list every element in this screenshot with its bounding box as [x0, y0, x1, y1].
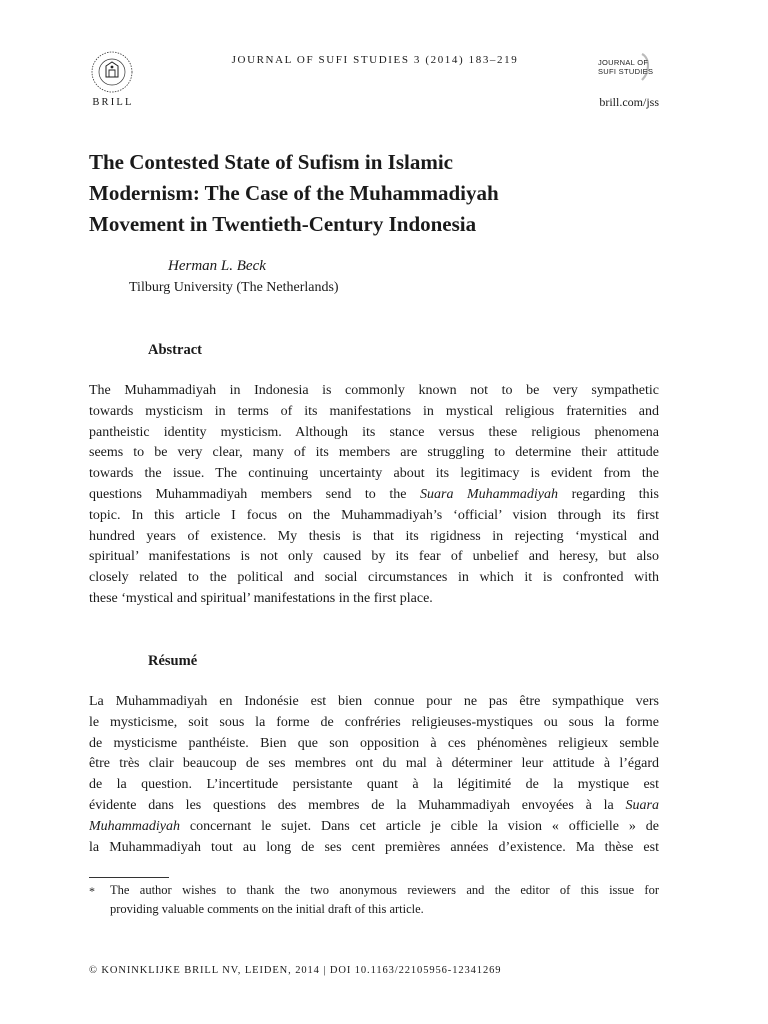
paragraph-line: de la question. L’incertitude persistante quant à la légitimité de la mystique est	[89, 777, 659, 793]
journal-logo-line2: SUFI STUDIES	[598, 67, 654, 76]
paragraph-line: La Muhammadiyah en Indonésie est bien connue pour ne pas être sympathique vers	[89, 694, 659, 709]
resume-heading: Résumé	[148, 653, 198, 669]
journal-url-link[interactable]: brill.com/jss	[599, 95, 659, 109]
journal-logo-line1: JOURNAL OF	[598, 58, 649, 67]
paragraph-line: towards mysticism in terms of its manifestations in mystical religious fraternities and	[89, 403, 659, 419]
brill-logo	[86, 50, 138, 102]
paragraph-line: seems to be very clear, many of its members are struggling to determine their attitude	[89, 445, 659, 461]
paragraph-line: towards the issue. The continuing uncertainty about its legitimacy is evident from the	[89, 466, 659, 482]
italic-term: Suara Muhammadiyah	[420, 486, 558, 502]
author-affiliation: Tilburg University (The Netherlands)	[129, 280, 339, 295]
journal-citation: JOURNAL OF SUFI STUDIES 3 (2014) 183–219	[231, 54, 519, 66]
italic-term: Muhammadiyah	[89, 818, 180, 834]
paragraph-line: hundred years of existence. My thesis is that its rigidness in rejecting ‘mystical and	[89, 528, 659, 544]
abstract-heading: Abstract	[148, 342, 202, 358]
paragraph-line: la Muhammadiyah tout au long de ses cent premières années d’existence. Ma thèse est	[89, 839, 659, 855]
italic-term: Suara	[625, 797, 659, 813]
paragraph-line: topic. In this article I focus on the Muhammadiyah’s ‘official’ vision through its first	[89, 507, 659, 523]
footnote-line: The author wishes to thank the two anonymous reviewers and the editor of this issue for	[110, 883, 659, 897]
abstract-body	[89, 381, 659, 610]
paragraph-line: évidente dans les questions des membres de la Muhammadiyah envoyées à la Suara	[89, 797, 659, 813]
title-line: The Contested State of Sufism in Islamic	[89, 150, 454, 174]
paragraph-line: The Muhammadiyah in Indonesia is commonly known not to be very sympathetic	[89, 383, 659, 398]
paragraph-line: pantheistic identity mysticism. Although its stance versus these religious phenomena	[89, 424, 659, 440]
author-name: Herman L. Beck	[168, 258, 266, 274]
footnote-text	[110, 881, 659, 919]
paragraph-line: closely related to the political and social circumstances in which it is confronted with	[89, 570, 659, 586]
article-title	[89, 147, 629, 240]
footnote-divider	[89, 877, 169, 878]
resume-body	[89, 692, 659, 858]
title-line: Modernism: The Case of the Muhammadiyah	[89, 181, 499, 205]
paragraph-line: questions Muhammadiyah members send to the Suara Muhammadiyah regarding this	[89, 486, 659, 502]
footnote-line: providing valuable comments on the initial draft of this article.	[110, 902, 424, 916]
paragraph-line: de mysticisme panthéiste. Bien que son opposition à ces phénomènes religieux semble	[89, 735, 659, 751]
paragraph-line: être très clair beaucoup de ses membres ont du mal à déterminer leur attitude à l’égard	[89, 756, 659, 772]
publisher-name: BRILL	[92, 97, 134, 108]
paragraph-line: these ‘mystical and spiritual’ manifestations in the first place.	[89, 590, 433, 606]
paragraph-line: spiritual’ manifestations is not only caused by its fear of unbelief and heresy, but also	[89, 549, 659, 565]
paragraph-line: le mysticisme, soit sous la forme de confréries religieuses-mystiques ou sous la forme	[89, 714, 659, 730]
copyright-doi: © KONINKLIJKE BRILL NV, LEIDEN, 2014 | DOI 10.1163/22105956-12341269	[89, 965, 502, 976]
footnote-mark: *	[89, 884, 95, 898]
journal-logo	[590, 50, 660, 88]
paragraph-line: Muhammadiyah concernant le sujet. Dans cet article je cible la vision « officielle » de	[89, 818, 659, 834]
title-line: Movement in Twentieth-Century Indonesia	[89, 212, 477, 236]
